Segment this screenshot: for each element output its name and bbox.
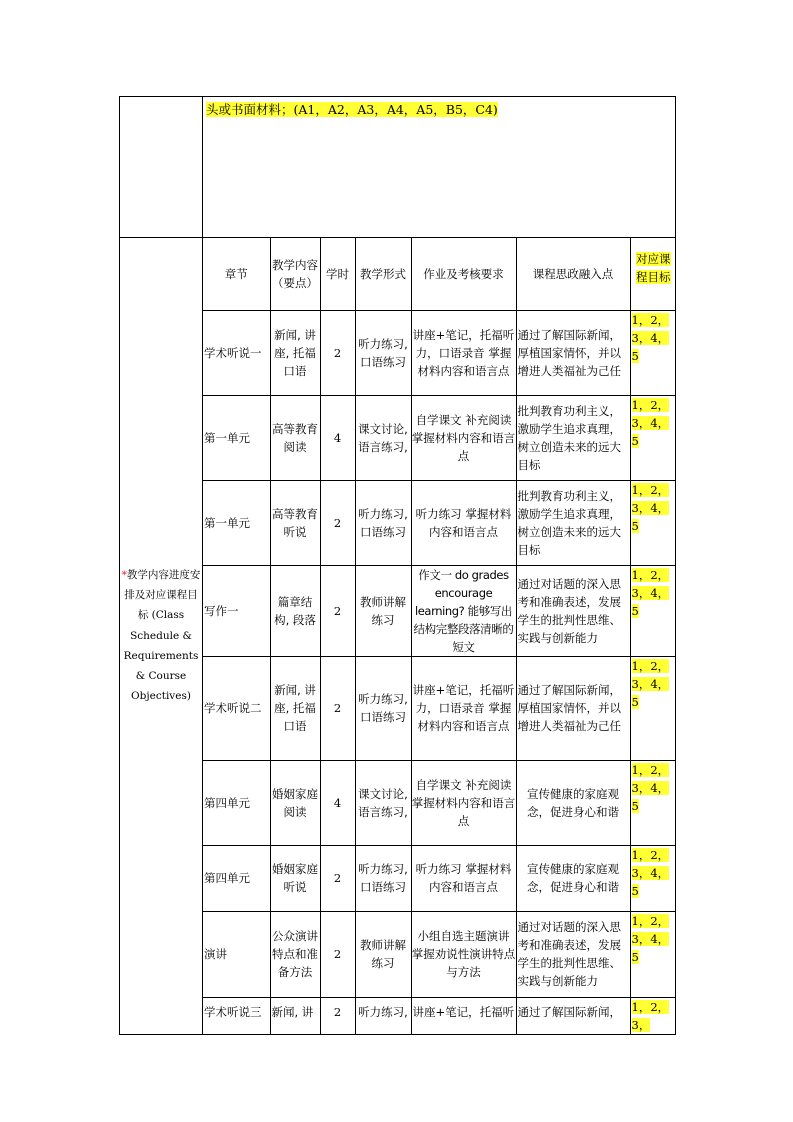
row-assessment: 讲座+笔记，托福听 (411, 997, 516, 1034)
syllabus-table (119, 96, 676, 1035)
row-hours: 2 (320, 310, 355, 395)
table-row (203, 845, 676, 911)
row-target (630, 997, 676, 1034)
row-target-text: 1，2，3，4，5 (631, 312, 670, 363)
top-row (120, 97, 676, 238)
row-target (630, 395, 676, 480)
row-hours: 2 (320, 480, 355, 565)
row-assessment: 作文一 do grades encourage learning? 能够写出结构完整段落清晰的短文 (411, 565, 516, 656)
section-label-cell (120, 238, 203, 1035)
row-hours: 4 (320, 395, 355, 480)
row-target-text: 1，2，3，4，5 (631, 482, 670, 533)
schedule-row (120, 238, 676, 1035)
table-row (203, 480, 676, 565)
top-right-cell (203, 97, 676, 238)
row-target-text: 1，2，3，4，5 (631, 658, 670, 709)
header-target (630, 238, 676, 310)
row-chapter: 学术听说三 (203, 997, 270, 1034)
row-target-text: 1，2，3，4，5 (631, 762, 670, 813)
table-row (203, 656, 676, 760)
row-target-text: 1，2，3，4，5 (631, 913, 670, 964)
row-target (630, 310, 676, 395)
header-form: 教学形式 (355, 238, 411, 310)
row-content: 高等教育 阅读 (270, 395, 320, 480)
row-ideology: 通过对话题的深入思考和准确表述，发展学生的批判性思维、实践与创新能力 (516, 565, 630, 656)
row-chapter: 写作一 (203, 565, 270, 656)
row-chapter: 演讲 (203, 911, 270, 997)
required-star: * (121, 568, 127, 581)
row-hours: 2 (320, 845, 355, 911)
header-target-text: 对应课程目标 (636, 252, 671, 284)
header-row (203, 238, 676, 310)
row-chapter: 第四单元 (203, 845, 270, 911)
row-assessment: 自学课文 补充阅读 掌握材料内容和语言点 (411, 760, 516, 845)
row-content: 婚姻家庭 阅读 (270, 760, 320, 845)
row-assessment: 讲座+笔记，托福听力，口语录音 掌握材料内容和语言点 (411, 310, 516, 395)
row-assessment: 讲座+笔记，托福听力，口语录音 掌握材料内容和语言点 (411, 656, 516, 760)
row-chapter: 第四单元 (203, 760, 270, 845)
row-content: 新闻, 讲座, 托福口语 (270, 310, 320, 395)
header-content: 教学内容（要点） (270, 238, 320, 310)
row-ideology: 批判教育功利主义，激励学生追求真理，树立创造未来的远大目标 (516, 395, 630, 480)
row-hours: 2 (320, 656, 355, 760)
row-content: 公众演讲特点和准备方法 (270, 911, 320, 997)
table-row (203, 565, 676, 656)
header-chapter: 章节 (203, 238, 270, 310)
row-form: 听力练习, (355, 997, 411, 1034)
header-ideology: 课程思政融入点 (516, 238, 630, 310)
table-row (203, 997, 676, 1034)
row-hours: 2 (320, 997, 355, 1034)
row-form: 听力练习, 口语练习 (355, 310, 411, 395)
row-content: 新闻, 讲座, 托福口语 (270, 656, 320, 760)
row-form: 教师讲解练习 (355, 911, 411, 997)
row-target-text: 1，2，3， (631, 999, 670, 1032)
row-content: 婚姻家庭 听说 (270, 845, 320, 911)
row-target (630, 911, 676, 997)
row-target-text: 1，2，3，4，5 (631, 847, 670, 898)
row-ideology: 宣传健康的家庭观念，促进身心和谐 (516, 845, 630, 911)
schedule-cell (203, 238, 676, 1035)
row-form: 课文讨论, 语言练习, (355, 760, 411, 845)
row-assessment: 听力练习 掌握材料内容和语言点 (411, 480, 516, 565)
row-ideology: 宣传健康的家庭观念，促进身心和谐 (516, 760, 630, 845)
row-target-text: 1，2，3，4，5 (631, 397, 670, 448)
row-target (630, 480, 676, 565)
row-assessment: 小组自选主题演讲 掌握劝说性演讲特点与方法 (411, 911, 516, 997)
row-target-text: 1，2，3，4，5 (631, 567, 670, 618)
table-row (203, 310, 676, 395)
row-chapter: 第一单元 (203, 395, 270, 480)
row-hours: 2 (320, 565, 355, 656)
row-form: 听力练习, 口语练习 (355, 845, 411, 911)
row-hours: 2 (320, 911, 355, 997)
row-ideology: 通过了解国际新闻， (516, 997, 630, 1034)
table-row (203, 911, 676, 997)
row-hours: 4 (320, 760, 355, 845)
section-label: 教学内容进度安排及对应课程目标 (Class Schedule & Requirements & Course Objectives) (123, 568, 201, 703)
row-assessment: 听力练习 掌握材料内容和语言点 (411, 845, 516, 911)
top-left-cell (120, 97, 203, 238)
row-assessment: 自学课文 补充阅读 掌握材料内容和语言点 (411, 395, 516, 480)
row-ideology: 批判教育功利主义，激励学生追求真理，树立创造未来的远大目标 (516, 480, 630, 565)
row-form: 教师讲解练习 (355, 565, 411, 656)
row-content: 新闻, 讲 (270, 997, 320, 1034)
row-form: 听力练习, 口语练习 (355, 480, 411, 565)
row-chapter: 学术听说一 (203, 310, 270, 395)
top-row-text: 头或书面材料；(A1，A2，A3，A4，A5，B5，C4) (206, 102, 498, 117)
row-chapter: 第一单元 (203, 480, 270, 565)
table-row (203, 395, 676, 480)
row-form: 听力练习, 口语练习 (355, 656, 411, 760)
row-content: 高等教育 听说 (270, 480, 320, 565)
row-ideology: 通过了解国际新闻，厚植国家情怀，并以增进人类福祉为己任 (516, 310, 630, 395)
header-assessment: 作业及考核要求 (411, 238, 516, 310)
table-row (203, 760, 676, 845)
row-target (630, 565, 676, 656)
header-hours: 学时 (320, 238, 355, 310)
row-content: 篇章结构, 段落 (270, 565, 320, 656)
row-ideology: 通过了解国际新闻，厚植国家情怀，并以增进人类福祉为己任 (516, 656, 630, 760)
row-ideology: 通过对话题的深入思考和准确表述，发展学生的批判性思维、实践与创新能力 (516, 911, 630, 997)
row-target (630, 656, 676, 760)
row-chapter: 学术听说二 (203, 656, 270, 760)
row-target (630, 845, 676, 911)
schedule-table (203, 238, 676, 1034)
row-target (630, 760, 676, 845)
row-form: 课文讨论, 语言练习, (355, 395, 411, 480)
